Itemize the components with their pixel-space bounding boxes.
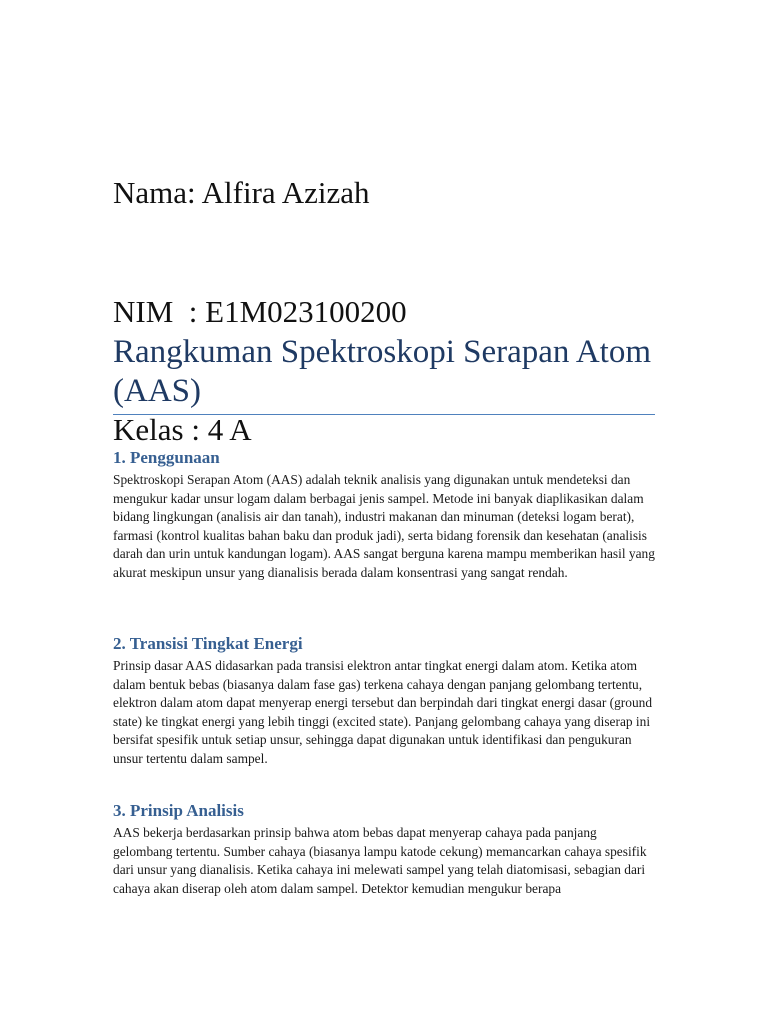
section-transisi-tingkat-energi [113, 634, 658, 769]
section-body: AAS bekerja berdasarkan prinsip bahwa atom bebas dapat menyerap cahaya pada panjang gelombang tertentu. Sumber cahaya (biasanya lampu katode cekung) memancarkan cahaya spesifik dari unsur yang dianalisis. Ketika cahaya ini melewati sampel yang telah diatomisasi, sebagian dari cahaya akan diserap oleh atom dalam sampel. Detektor kemudian mengukur berapa [113, 825, 647, 896]
section-body: Prinsip dasar AAS didasarkan pada transisi elektron antar tingkat energi dalam atom. Ketika atom dalam bentuk bebas (biasanya dalam fase gas) terkena cahaya dengan panjang gelombang tertentu, elektron dalam atom dapat menyerap energi tersebut dan berpindah dari tingkat energi dasar (ground state) ke tingkat energi yang lebih tinggi (excited state). Panjang gelombang cahaya yang diserap ini bersifat spesifik untuk setiap unsur, sehingga dapat digunakan untuk identifikasi dan pengukuran unsur tertentu dalam sampel. [113, 658, 653, 766]
section-prinsip-analisis [113, 801, 658, 898]
student-class-line: Kelas : 4 A [113, 412, 252, 447]
document-title: Rangkuman Spektroskopi Serapan Atom (AAS) [113, 334, 652, 409]
section-heading: 3. Prinsip Analisis [113, 801, 244, 820]
section-heading: 2. Transisi Tingkat Energi [113, 634, 303, 653]
student-name-line: Nama: Alfira Azizah [113, 175, 370, 210]
student-nim-line: NIM : E1M023100200 [113, 293, 407, 329]
section-heading: 1. Penggunaan [113, 448, 220, 467]
section-body: Spektroskopi Serapan Atom (AAS) adalah teknik analisis yang digunakan untuk mendeteksi dan mengukur kadar unsur logam dalam berbagai jenis sampel. Metode ini banyak diaplikasikan dalam bidang lingkungan (analisis air dan tanah), industri makanan dan minuman (deteksi logam berat), farmasi (kontrol kualitas bahan baku dan produk jadi), serta bidang forensik dan kesehatan (analisis darah dan urin untuk kandungan logam). AAS sangat berguna karena mampu memberikan hasil yang akurat meskipun unsur yang dianalisis berada dalam konsentrasi yang sangat rendah. [113, 472, 655, 580]
title-underline-divider [113, 414, 655, 415]
section-penggunaan [113, 448, 658, 583]
